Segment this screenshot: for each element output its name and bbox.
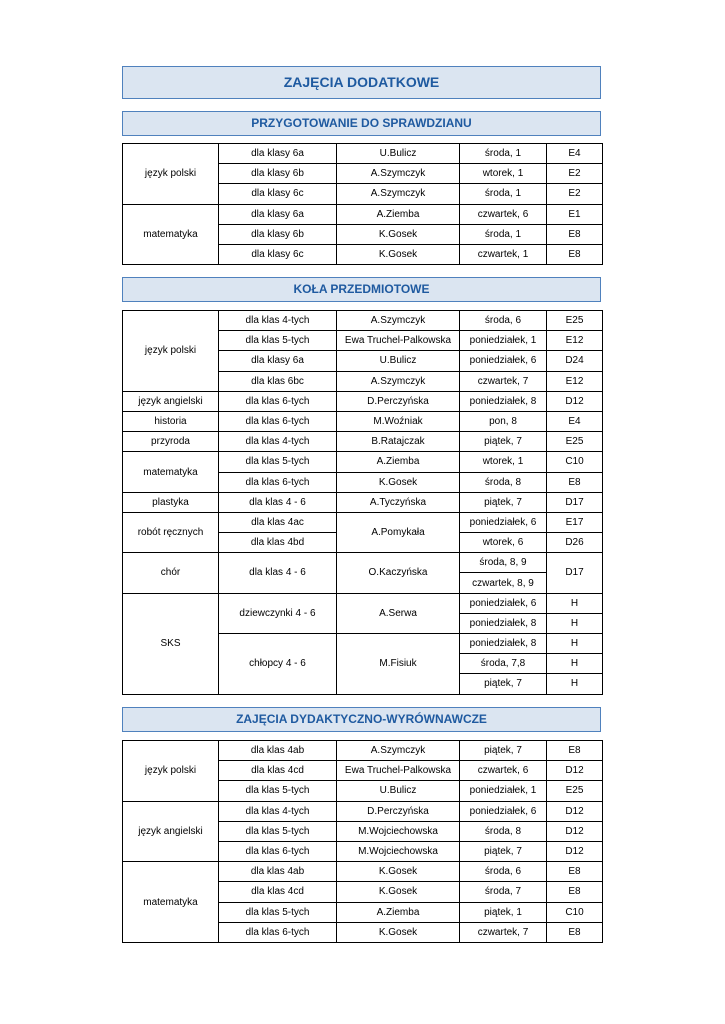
teacher-cell: U.Bulicz — [337, 781, 460, 801]
day-cell: poniedziałek, 1 — [460, 781, 547, 801]
day-cell: pon, 8 — [460, 411, 547, 431]
group-cell: dla klas 5-tych — [219, 331, 337, 351]
subject-cell: język angielski — [123, 801, 219, 862]
group-cell: dla klas 4bd — [219, 533, 337, 553]
day-cell: piątek, 7 — [460, 741, 547, 761]
teacher-cell: D.Perczyńska — [337, 391, 460, 411]
room-cell: D12 — [547, 821, 603, 841]
table-row — [123, 593, 603, 613]
subject-cell: przyroda — [123, 432, 219, 452]
group-cell: dziewczynki 4 - 6 — [219, 593, 337, 633]
teacher-cell: O.Kaczyńska — [337, 553, 460, 593]
subject-cell: matematyka — [123, 452, 219, 492]
room-cell: D17 — [547, 553, 603, 593]
teacher-cell: K.Gosek — [337, 244, 460, 264]
group-cell: dla klas 6-tych — [219, 472, 337, 492]
teacher-cell: A.Szymczyk — [337, 184, 460, 204]
teacher-cell: A.Szymczyk — [337, 741, 460, 761]
group-cell: dla klasy 6c — [219, 184, 337, 204]
subject-cell: chór — [123, 553, 219, 593]
subject-cell: matematyka — [123, 862, 219, 943]
group-cell: dla klas 5-tych — [219, 902, 337, 922]
teacher-cell: K.Gosek — [337, 224, 460, 244]
group-cell: dla klas 6-tych — [219, 841, 337, 861]
day-cell: poniedziałek, 6 — [460, 512, 547, 532]
group-cell: dla klas 4ac — [219, 512, 337, 532]
day-cell: środa, 8 — [460, 472, 547, 492]
table-row — [123, 432, 603, 452]
day-cell: środa, 6 — [460, 311, 547, 331]
room-cell: H — [547, 634, 603, 654]
room-cell: E4 — [547, 411, 603, 431]
day-cell: piątek, 7 — [460, 841, 547, 861]
page-title: ZAJĘCIA DODATKOWE — [122, 66, 601, 99]
group-cell: dla klasy 6a — [219, 204, 337, 224]
group-cell: dla klas 6-tych — [219, 411, 337, 431]
room-cell: E2 — [547, 164, 603, 184]
teacher-cell: A.Ziemba — [337, 902, 460, 922]
teacher-cell: A.Szymczyk — [337, 311, 460, 331]
day-cell: wtorek, 1 — [460, 452, 547, 472]
teacher-cell: A.Ziemba — [337, 204, 460, 224]
room-cell: E12 — [547, 371, 603, 391]
group-cell: dla klas 4cd — [219, 761, 337, 781]
teacher-cell: U.Bulicz — [337, 144, 460, 164]
table-row — [123, 741, 603, 761]
teacher-cell: A.Tyczyńska — [337, 492, 460, 512]
room-cell: E8 — [547, 862, 603, 882]
room-cell: C10 — [547, 452, 603, 472]
group-cell: dla klas 4-tych — [219, 311, 337, 331]
schedule-table-clubs — [122, 310, 603, 695]
room-cell: D12 — [547, 841, 603, 861]
day-cell: czwartek, 8, 9 — [460, 573, 547, 593]
room-cell: E12 — [547, 331, 603, 351]
table-row — [123, 452, 603, 472]
teacher-cell: M.Wojciechowska — [337, 841, 460, 861]
group-cell: dla klas 4cd — [219, 882, 337, 902]
teacher-cell: B.Ratajczak — [337, 432, 460, 452]
room-cell: D26 — [547, 533, 603, 553]
day-cell: środa, 7,8 — [460, 654, 547, 674]
room-cell: E1 — [547, 204, 603, 224]
room-cell: E25 — [547, 311, 603, 331]
table-row — [123, 204, 603, 224]
day-cell: poniedziałek, 8 — [460, 634, 547, 654]
subject-cell: język polski — [123, 741, 219, 802]
room-cell: E25 — [547, 432, 603, 452]
group-cell: dla klasy 6c — [219, 244, 337, 264]
group-cell: dla klasy 6a — [219, 351, 337, 371]
schedule-table-prep — [122, 143, 603, 265]
subject-cell: historia — [123, 411, 219, 431]
day-cell: wtorek, 1 — [460, 164, 547, 184]
room-cell: E8 — [547, 741, 603, 761]
table-row — [123, 391, 603, 411]
table-row — [123, 411, 603, 431]
day-cell: czwartek, 1 — [460, 244, 547, 264]
subject-cell: robót ręcznych — [123, 512, 219, 552]
group-cell: dla klas 4-tych — [219, 801, 337, 821]
group-cell: dla klas 6-tych — [219, 922, 337, 942]
teacher-cell: A.Pomykała — [337, 512, 460, 552]
day-cell: poniedziałek, 6 — [460, 801, 547, 821]
day-cell: poniedziałek, 6 — [460, 351, 547, 371]
room-cell: E8 — [547, 224, 603, 244]
table-row — [123, 801, 603, 821]
teacher-cell: U.Bulicz — [337, 351, 460, 371]
room-cell: H — [547, 654, 603, 674]
section-heading-prep: PRZYGOTOWANIE DO SPRAWDZIANU — [122, 111, 601, 136]
group-cell: dla klas 4ab — [219, 862, 337, 882]
room-cell: C10 — [547, 902, 603, 922]
teacher-cell: A.Ziemba — [337, 452, 460, 472]
table-row — [123, 512, 603, 532]
day-cell: piątek, 7 — [460, 492, 547, 512]
teacher-cell: M.Wojciechowska — [337, 821, 460, 841]
room-cell: D12 — [547, 761, 603, 781]
teacher-cell: K.Gosek — [337, 862, 460, 882]
teacher-cell: K.Gosek — [337, 472, 460, 492]
room-cell: D24 — [547, 351, 603, 371]
teacher-cell: Ewa Truchel-Palkowska — [337, 331, 460, 351]
day-cell: czwartek, 7 — [460, 922, 547, 942]
subject-cell: język polski — [123, 311, 219, 392]
room-cell: E8 — [547, 882, 603, 902]
table-row — [123, 144, 603, 164]
day-cell: czwartek, 6 — [460, 761, 547, 781]
group-cell: dla klasy 6a — [219, 144, 337, 164]
teacher-cell: D.Perczyńska — [337, 801, 460, 821]
group-cell: dla klasy 6b — [219, 224, 337, 244]
table-row — [123, 553, 603, 573]
day-cell: środa, 1 — [460, 184, 547, 204]
subject-cell: plastyka — [123, 492, 219, 512]
day-cell: środa, 8, 9 — [460, 553, 547, 573]
room-cell: E8 — [547, 922, 603, 942]
day-cell: środa, 1 — [460, 144, 547, 164]
group-cell: dla klas 4-tych — [219, 432, 337, 452]
teacher-cell: A.Szymczyk — [337, 164, 460, 184]
room-cell: D17 — [547, 492, 603, 512]
day-cell: poniedziałek, 8 — [460, 391, 547, 411]
subject-cell: SKS — [123, 593, 219, 694]
group-cell: chłopcy 4 - 6 — [219, 634, 337, 695]
room-cell: E25 — [547, 781, 603, 801]
room-cell: H — [547, 593, 603, 613]
room-cell: E4 — [547, 144, 603, 164]
day-cell: środa, 1 — [460, 224, 547, 244]
schedule-table-remedial — [122, 740, 603, 943]
day-cell: wtorek, 6 — [460, 533, 547, 553]
room-cell: E8 — [547, 472, 603, 492]
subject-cell: matematyka — [123, 204, 219, 265]
day-cell: piątek, 1 — [460, 902, 547, 922]
group-cell: dla klas 5-tych — [219, 452, 337, 472]
room-cell: D12 — [547, 391, 603, 411]
teacher-cell: M.Fisiuk — [337, 634, 460, 695]
table-row — [123, 311, 603, 331]
teacher-cell: A.Serwa — [337, 593, 460, 633]
day-cell: poniedziałek, 1 — [460, 331, 547, 351]
day-cell: środa, 7 — [460, 882, 547, 902]
day-cell: czwartek, 7 — [460, 371, 547, 391]
group-cell: dla klas 6-tych — [219, 391, 337, 411]
teacher-cell: K.Gosek — [337, 882, 460, 902]
section-heading-clubs: KOŁA PRZEDMIOTOWE — [122, 277, 601, 302]
group-cell: dla klas 6bc — [219, 371, 337, 391]
teacher-cell: Ewa Truchel-Palkowska — [337, 761, 460, 781]
room-cell: E2 — [547, 184, 603, 204]
room-cell: E17 — [547, 512, 603, 532]
section-heading-remedial: ZAJĘCIA DYDAKTYCZNO-WYRÓWNAWCZE — [122, 707, 601, 732]
day-cell: poniedziałek, 6 — [460, 593, 547, 613]
group-cell: dla klasy 6b — [219, 164, 337, 184]
room-cell: H — [547, 674, 603, 694]
table-row — [123, 862, 603, 882]
subject-cell: język angielski — [123, 391, 219, 411]
day-cell: środa, 8 — [460, 821, 547, 841]
day-cell: piątek, 7 — [460, 432, 547, 452]
day-cell: środa, 6 — [460, 862, 547, 882]
teacher-cell: A.Szymczyk — [337, 371, 460, 391]
room-cell: H — [547, 613, 603, 633]
group-cell: dla klas 4ab — [219, 741, 337, 761]
group-cell: dla klas 5-tych — [219, 781, 337, 801]
group-cell: dla klas 4 - 6 — [219, 492, 337, 512]
table-row — [123, 492, 603, 512]
room-cell: E8 — [547, 244, 603, 264]
teacher-cell: K.Gosek — [337, 922, 460, 942]
subject-cell: język polski — [123, 144, 219, 205]
room-cell: D12 — [547, 801, 603, 821]
group-cell: dla klas 4 - 6 — [219, 553, 337, 593]
group-cell: dla klas 5-tych — [219, 821, 337, 841]
teacher-cell: M.Woźniak — [337, 411, 460, 431]
day-cell: czwartek, 6 — [460, 204, 547, 224]
day-cell: piątek, 7 — [460, 674, 547, 694]
day-cell: poniedziałek, 8 — [460, 613, 547, 633]
